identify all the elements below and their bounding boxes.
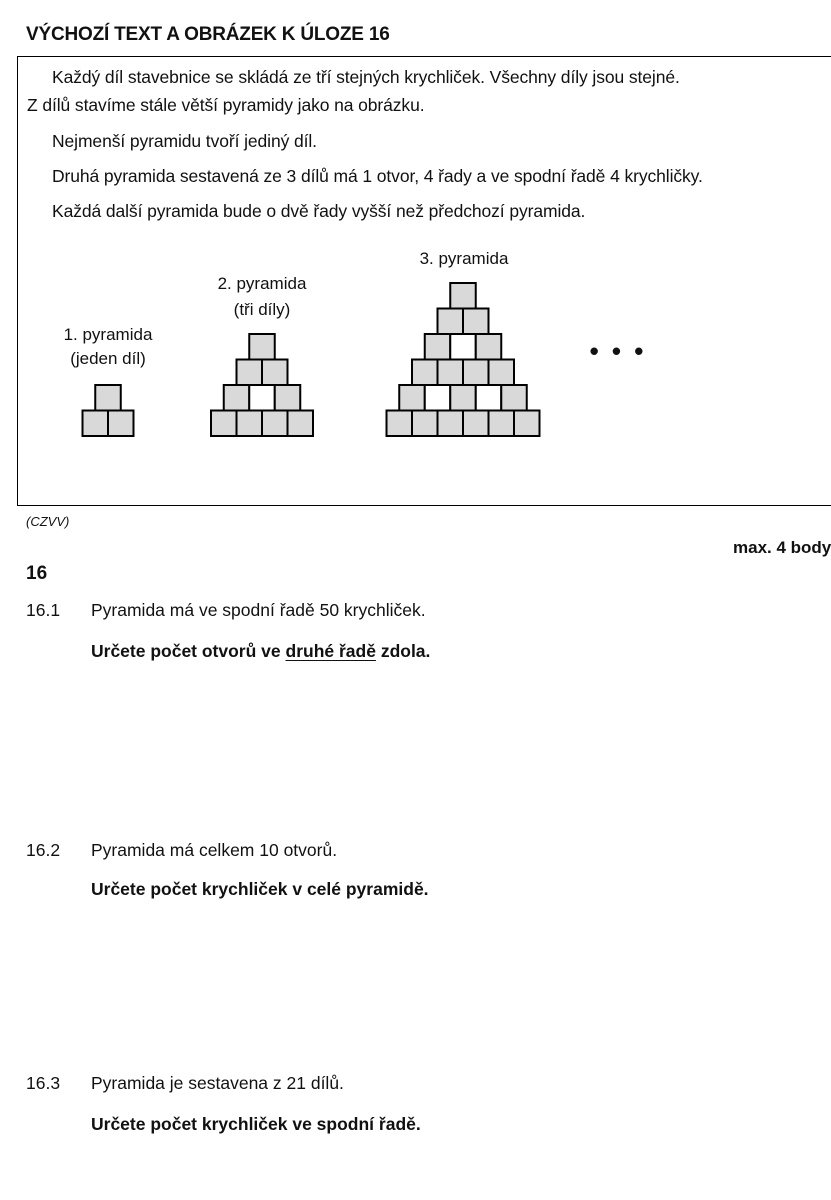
intro-line-3: Nejmenší pyramidu tvoří jediný díl. <box>52 131 317 151</box>
task-16-2-text: Pyramida má celkem 10 otvorů. <box>91 840 338 860</box>
pyramid-1-label: 1. pyramida <box>63 325 153 344</box>
section-heading: VÝCHOZÍ TEXT A OBRÁZEK K ÚLOZE 16 <box>26 24 390 45</box>
question-part: zdola. <box>375 641 431 661</box>
task-16-2-number: 16.2 <box>26 840 61 860</box>
pyramid-3-label: 3. pyramida <box>419 249 509 268</box>
intro-box <box>17 56 831 506</box>
intro-line-2: Z dílů stavíme stále větší pyramidy jako na obrázku. <box>27 95 425 115</box>
intro-line-5: Každá další pyramida bude o dvě řady vyšší než předchozí pyramida. <box>52 201 586 221</box>
task-16-3-text: Pyramida je sestavena z 21 dílů. <box>91 1073 344 1093</box>
task-16-3-number: 16.3 <box>26 1073 61 1093</box>
pyramid-2-sublabel: (tři díly) <box>233 300 291 319</box>
task-16-3-question: Určete počet krychliček ve spodní řadě. <box>91 1114 421 1134</box>
pyramid-2-label: 2. pyramida <box>217 274 307 293</box>
task-16-1-number: 16.1 <box>26 600 61 620</box>
max-points: max. 4 body <box>733 538 831 557</box>
task-16-1-text: Pyramida má ve spodní řadě 50 krychliček. <box>91 600 426 620</box>
question-part: Určete počet otvorů ve <box>91 641 286 661</box>
intro-line-1: Každý díl stavebnice se skládá ze tří stejných krychliček. Všechny díly jsou stejné. <box>52 67 680 87</box>
source-note: (CZVV) <box>26 514 70 529</box>
task-16-2-question: Určete počet krychliček v celé pyramidě. <box>91 879 429 899</box>
pyramid-1-sublabel: (jeden díl) <box>70 349 146 368</box>
ellipsis: • • • <box>589 336 647 366</box>
task-number: 16 <box>26 563 48 584</box>
intro-line-4: Druhá pyramida sestavená ze 3 dílů má 1 otvor, 4 řady a ve spodní řadě 4 krychličky. <box>52 166 703 186</box>
task-16-1-question <box>91 641 430 662</box>
question-underlined: druhé řadě <box>285 641 376 661</box>
